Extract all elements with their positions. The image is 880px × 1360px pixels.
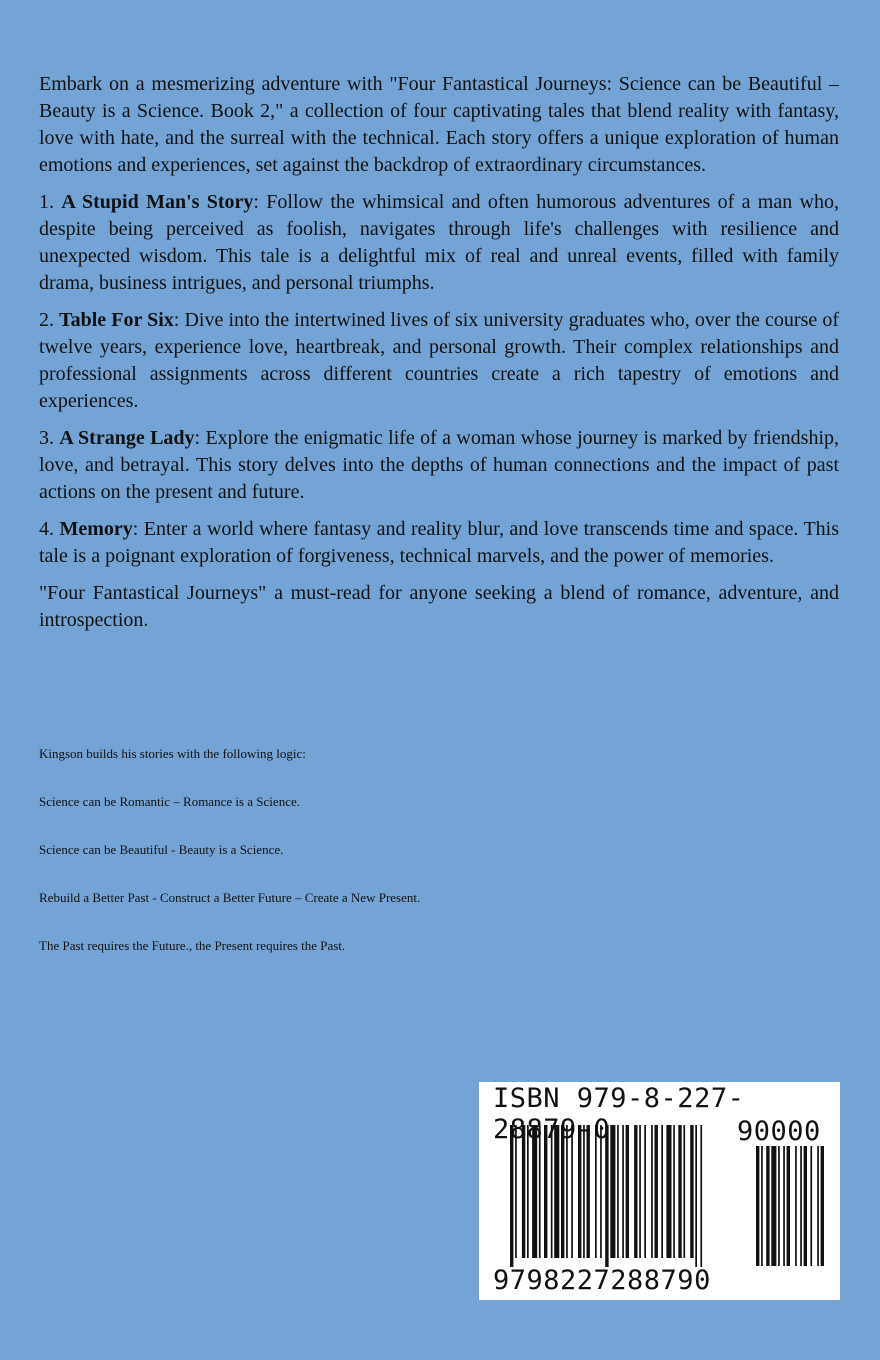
story-paragraph-3 [39, 425, 839, 506]
story-paragraph-4 [39, 516, 839, 570]
story-title: Table For Six [59, 309, 174, 331]
barcode-digits: 9798227288790 [493, 1265, 711, 1296]
barcode-bar [766, 1146, 769, 1266]
story-text: : Enter a world where fantasy and reality blur, and love transcends time and space. This tale is a poignant exploration of forgiveness, technical marvels, and the power of memories. [39, 518, 840, 567]
price-code: 90000 [737, 1116, 821, 1147]
barcode-bar [700, 1125, 702, 1267]
barcode-bar [810, 1146, 812, 1266]
isbn-label: ISBN 979-8-227-28879-0 [493, 1083, 745, 1145]
barcode-bar [817, 1146, 819, 1266]
story-text: : Explore the enigmatic life of a woman whose journey is marked by friendship, love, and betrayal. This story delves into the depths of human connections and the impact of past actions on the present and future. [39, 427, 840, 503]
barcode-bar [787, 1146, 790, 1266]
barcode-bar [795, 1146, 797, 1266]
story-text: : Follow the whimsical and often humorous adventures of a man who, despite being perceived as foolish, navigates through life's challenges with resilience and unexpected wisdom. This tale is a delightful mix of real and unreal events, filled with family drama, business intrigues, and personal triumphs. [39, 191, 839, 294]
story-paragraph-2 [39, 307, 839, 415]
story-title: A Strange Lady [59, 427, 195, 449]
story-number: 2. [39, 309, 54, 331]
story-title: Memory [59, 518, 133, 540]
logic-line: The Past requires the Future., the Present requires the Past. [39, 938, 346, 953]
story-number: 1. [39, 191, 54, 213]
logic-lead: Kingson builds his stories with the following logic: [39, 746, 306, 761]
logic-line: Rebuild a Better Past - Construct a Better Future – Create a New Present. [39, 890, 421, 905]
barcode-bar [778, 1146, 780, 1266]
barcode-bar [800, 1146, 802, 1266]
isbn-barcode-box [479, 1082, 840, 1300]
author-logic-section [39, 745, 739, 985]
barcode-bar [804, 1146, 807, 1266]
barcode-bar [510, 1125, 513, 1267]
story-title: A Stupid Man's Story [61, 191, 254, 213]
barcode-bar [756, 1146, 759, 1266]
barcode-bar [695, 1125, 697, 1267]
barcode-bar [761, 1146, 763, 1266]
intro-paragraph: Embark on a mesmerizing adventure with "Four Fantastical Journeys: Science can be Beautiful – Beauty is a Science. Book 2," a collection of four captivating tales that blend reality with fantasy, love with hate, and the surreal with the technical. Each story offers a unique exploration of human emotions and experiences, set against the backdrop of extraordinary circumstances. [39, 73, 839, 176]
logic-line: Science can be Beautiful - Beauty is a Science. [39, 842, 284, 857]
barcode-bar [821, 1146, 824, 1266]
back-cover-blurb [39, 71, 839, 644]
barcode-bar [605, 1125, 608, 1267]
barcode-bar [783, 1146, 785, 1266]
story-number: 3. [39, 427, 54, 449]
logic-line: Science can be Romantic – Romance is a Science. [39, 794, 300, 809]
story-paragraph-1 [39, 189, 839, 297]
closing-paragraph: "Four Fantastical Journeys" a must-read for anyone seeking a blend of romance, adventure, and introspection. [39, 582, 839, 631]
story-text: : Dive into the intertwined lives of six university graduates who, over the course of twelve years, experience love, heartbreak, and personal growth. Their complex relationships and professional assignments across different countries create a rich tapestry of emotions and experiences. [39, 309, 839, 412]
story-number: 4. [39, 518, 54, 540]
barcode-bar [771, 1146, 776, 1266]
